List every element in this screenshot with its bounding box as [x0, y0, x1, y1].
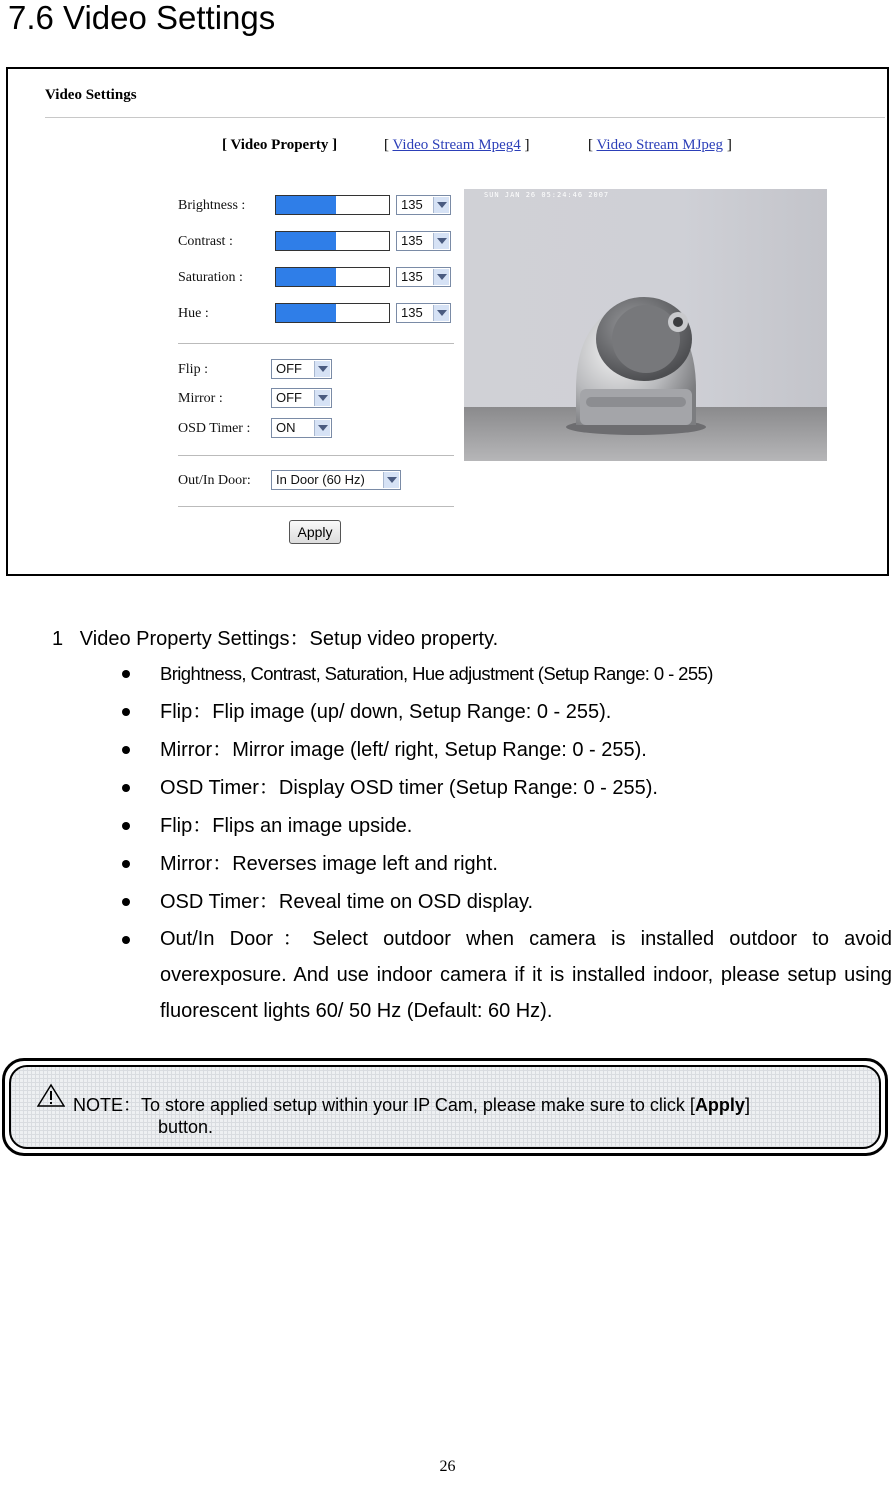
mirror-value: OFF [276, 390, 302, 405]
note-text [73, 1094, 883, 1138]
video-settings-screenshot [6, 67, 889, 576]
tab-bracket-close: ] [520, 137, 530, 153]
list-item: Out/In Door：Select outdoor when camera is installed outdoor to avoid overexposure. And use indoor camera if it is installed indoor, please setup using fluorescent lights 60/ 50 Hz (Default: 60 Hz). [122, 921, 892, 1029]
saturation-label: Saturation : [178, 270, 243, 285]
section-divider [178, 506, 454, 507]
mirror-label: Mirror : [178, 391, 223, 406]
chevron-down-icon [383, 472, 399, 488]
list-item: OSD Timer：Reveal time on OSD display. [122, 883, 892, 921]
contrast-value: 135 [401, 233, 423, 248]
ip-camera-image [464, 189, 827, 461]
brightness-slider-fill [276, 196, 336, 214]
contrast-label: Contrast : [178, 234, 233, 249]
door-value: In Door (60 Hz) [276, 472, 365, 487]
brightness-label: Brightness : [178, 198, 246, 213]
list-item: Brightness, Contrast, Saturation, Hue adjustment (Setup Range: 0 - 255) [122, 655, 892, 693]
brightness-select[interactable] [396, 195, 451, 215]
list-item: Flip：Flips an image upside. [122, 807, 892, 845]
page-number: 26 [439, 1458, 456, 1475]
section-heading: 1 Video Property Settings：Setup video property. [52, 628, 499, 650]
camera-preview [464, 189, 827, 461]
hue-slider[interactable] [275, 303, 390, 323]
chevron-down-icon [433, 197, 449, 213]
note-box [2, 1058, 888, 1156]
saturation-select[interactable] [396, 267, 451, 287]
saturation-value: 135 [401, 269, 423, 284]
contrast-select[interactable] [396, 231, 451, 251]
hue-slider-fill [276, 304, 336, 322]
note-suffix: ] [744, 1095, 750, 1115]
brightness-slider[interactable] [275, 195, 390, 215]
tab-bracket-close: ] [723, 137, 732, 153]
mirror-select[interactable] [271, 388, 332, 408]
door-select[interactable] [271, 470, 401, 490]
chevron-down-icon [314, 390, 330, 406]
osd-timestamp: SUN JAN 26 05:24:46 2007 [484, 191, 610, 199]
chevron-down-icon [433, 305, 449, 321]
osd-timer-value: ON [276, 420, 296, 435]
property-list [122, 655, 892, 1029]
osd-timer-label: OSD Timer : [178, 421, 251, 436]
note-apply-emphasis: Apply [694, 1095, 745, 1115]
section-divider [178, 343, 454, 344]
tab-link-mpeg4[interactable]: Video Stream Mpeg4 [392, 137, 521, 153]
contrast-slider-fill [276, 232, 336, 250]
chevron-down-icon [433, 269, 449, 285]
flip-label: Flip : [178, 362, 208, 377]
door-label: Out/In Door: [178, 473, 251, 488]
tab-video-stream-mjpeg[interactable] [588, 137, 732, 154]
tab-link-mjpeg[interactable]: Video Stream MJpeg [596, 137, 724, 153]
flip-select[interactable] [271, 359, 332, 379]
saturation-slider-fill [276, 268, 336, 286]
saturation-slider[interactable] [275, 267, 390, 287]
list-item: Flip：Flip image (up/ down, Setup Range: 0 - 255). [122, 693, 892, 731]
section-divider [178, 455, 454, 456]
note-box-inner [9, 1065, 881, 1149]
flip-value: OFF [276, 361, 302, 376]
panel-title: Video Settings [45, 87, 137, 103]
list-item: Mirror：Mirror image (left/ right, Setup Range: 0 - 255). [122, 731, 892, 769]
hue-label: Hue : [178, 306, 209, 321]
note-prefix: NOTE：To store applied setup within your IP Cam, please make sure to click [ [73, 1095, 695, 1115]
note-line-2: button. [158, 1117, 214, 1137]
list-item: Mirror：Reverses image left and right. [122, 845, 892, 883]
tab-bracket-open: [ [588, 137, 597, 153]
warning-icon [37, 1083, 65, 1107]
chevron-down-icon [314, 361, 330, 377]
hue-select[interactable] [396, 303, 451, 323]
chevron-down-icon [433, 233, 449, 249]
page-title: 7.6 Video Settings [8, 0, 276, 36]
osd-timer-select[interactable] [271, 418, 332, 438]
chevron-down-icon [314, 420, 330, 436]
contrast-slider[interactable] [275, 231, 390, 251]
tab-video-stream-mpeg4[interactable] [384, 137, 529, 154]
tab-bracket-open: [ [384, 137, 393, 153]
title-divider [45, 117, 885, 118]
tab-video-property[interactable]: [ Video Property ] [222, 137, 338, 153]
brightness-value: 135 [401, 197, 423, 212]
list-item: OSD Timer：Display OSD timer (Setup Range: 0 - 255). [122, 769, 892, 807]
apply-button[interactable]: Apply [289, 520, 341, 544]
hue-value: 135 [401, 305, 423, 320]
